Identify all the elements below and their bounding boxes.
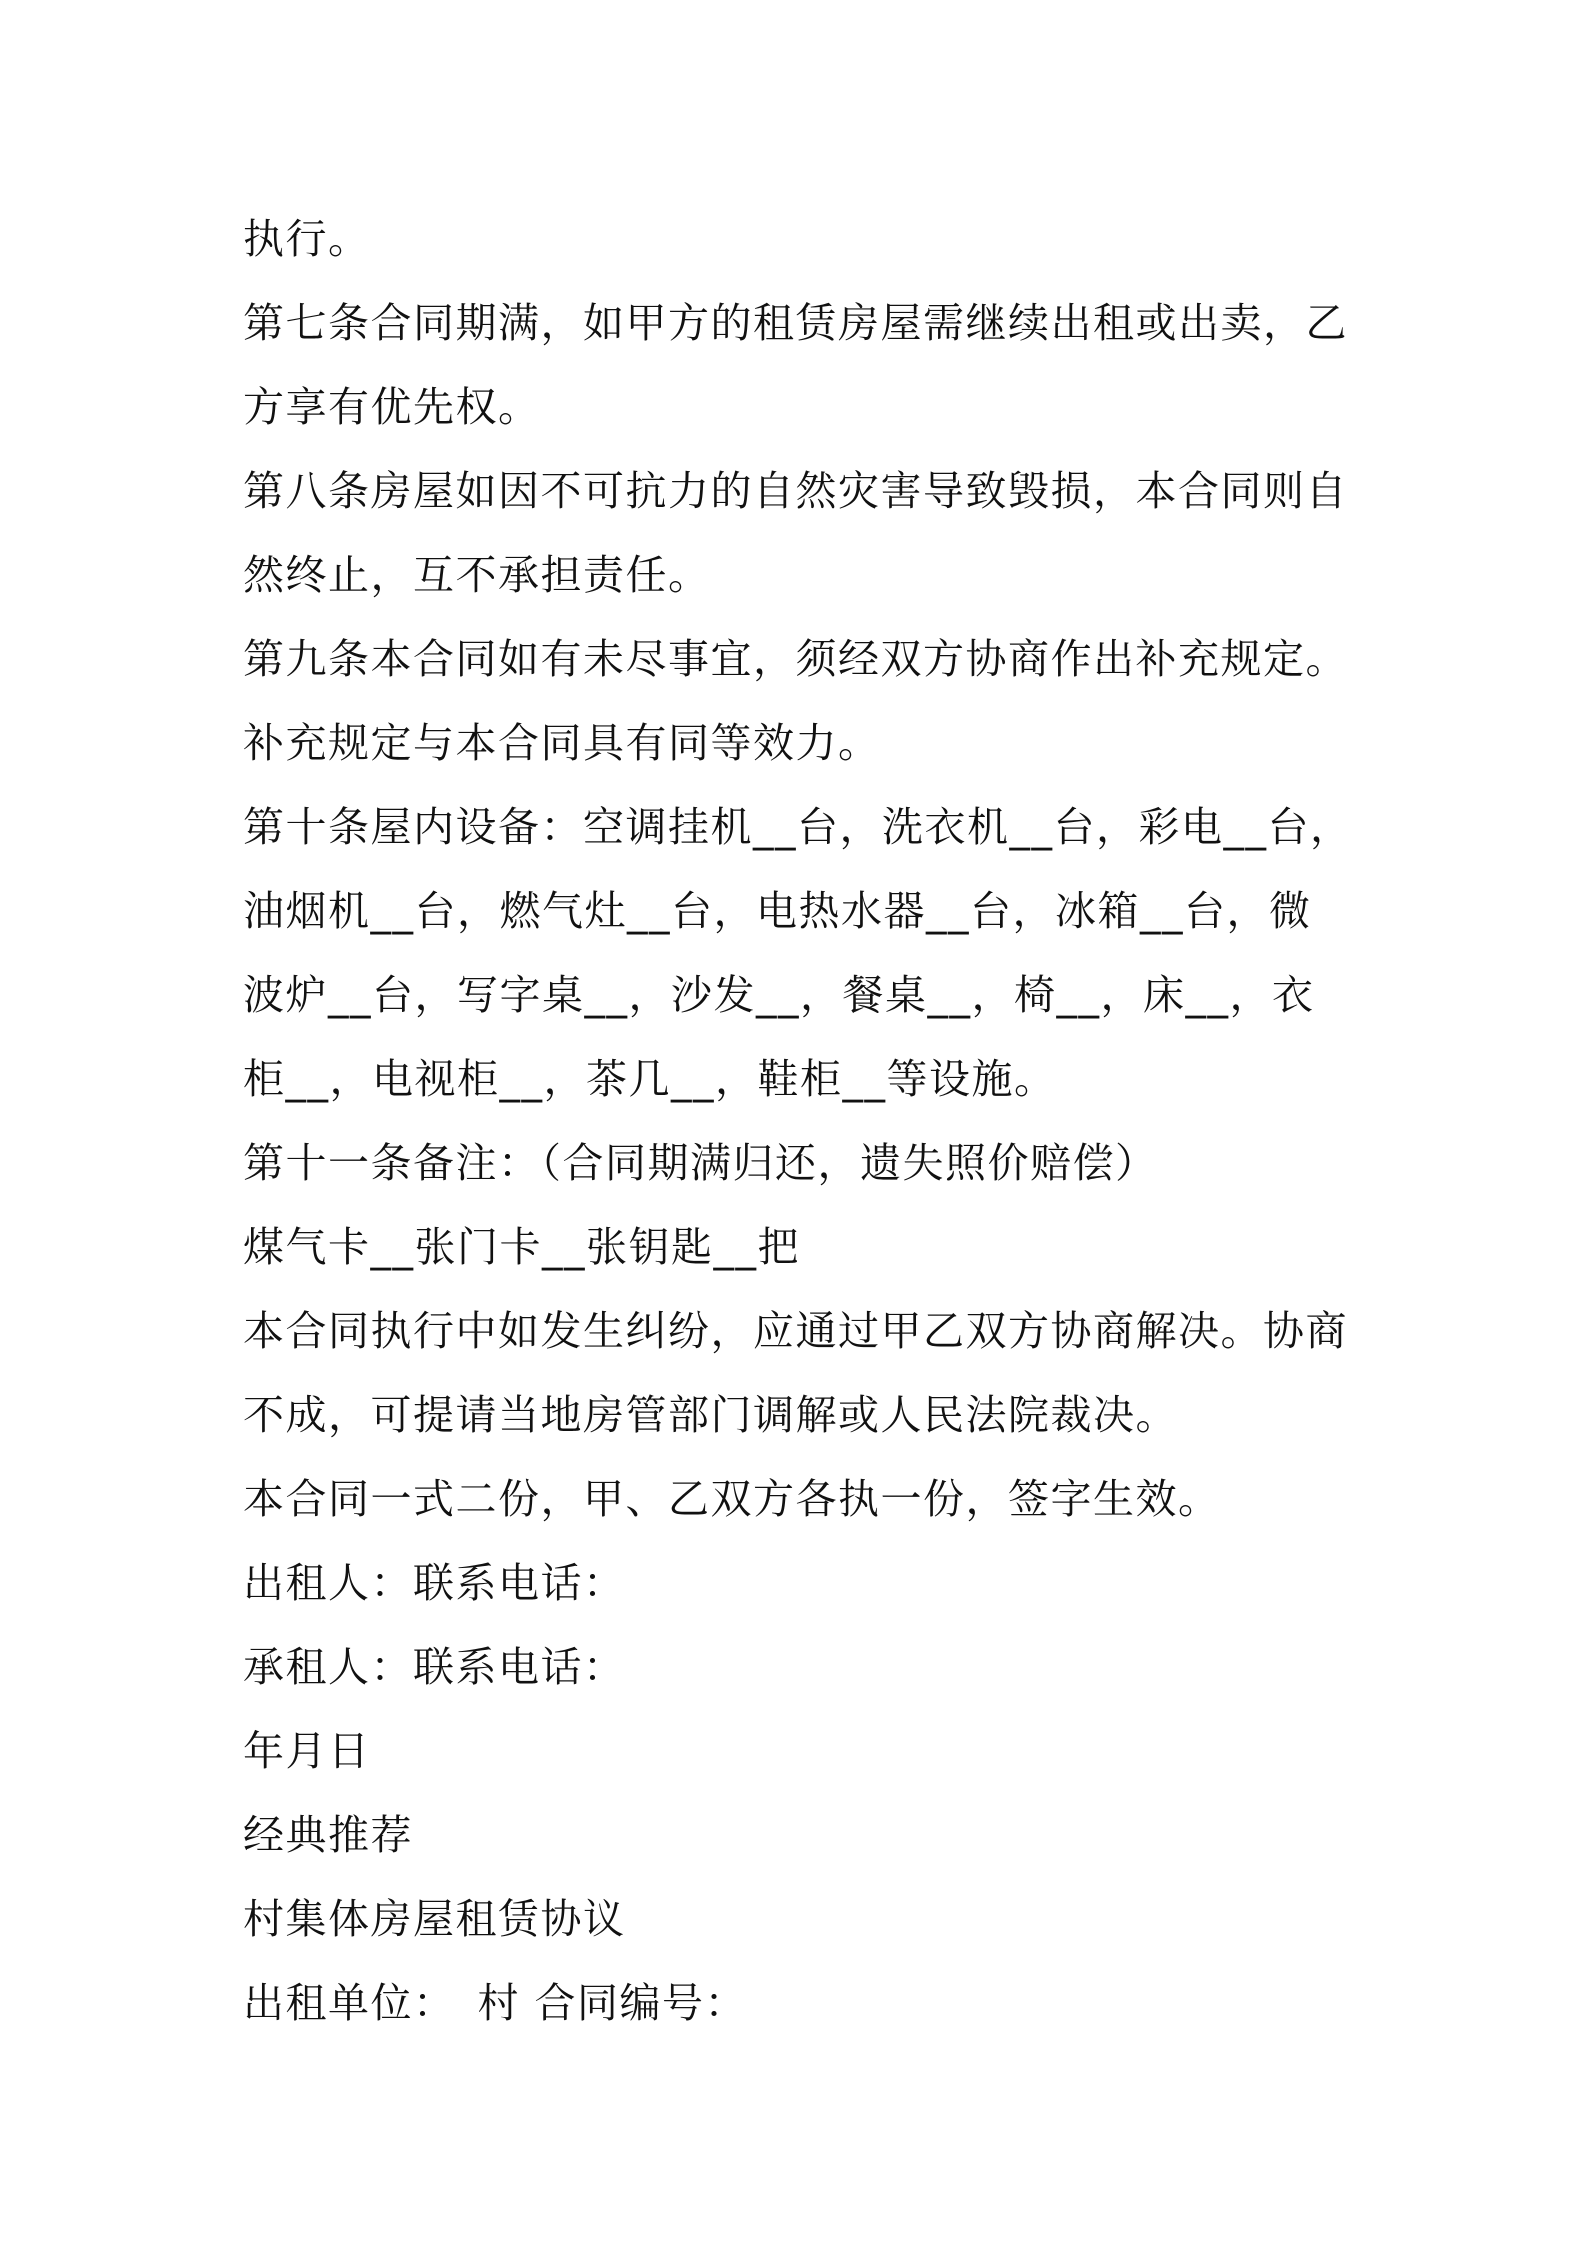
text-line: 承租人：联系电话： — [243, 1643, 626, 1691]
text-line: 经典推荐 — [243, 1811, 413, 1859]
text-line: 出租单位： 村 合同编号： — [243, 1979, 748, 2027]
text-line: 补充规定与本合同具有同等效力。 — [243, 719, 881, 767]
text-line: 煤气卡__张门卡__张钥匙__把 — [243, 1223, 800, 1271]
text-line: 波炉__台，写字桌__，沙发__，餐桌__，椅__，床__，衣 — [243, 971, 1315, 1019]
text-line: 柜__，电视柜__，茶几__，鞋柜__等设施。 — [243, 1055, 1057, 1103]
text-line: 出租人：联系电话： — [243, 1559, 626, 1607]
text-line: 本合同一式二份，甲、乙双方各执一份，签字生效。 — [243, 1475, 1221, 1523]
text-line: 第十一条备注：（合同期满归还，遗失照价赔偿） — [243, 1139, 1158, 1187]
text-line: 年月日 — [243, 1727, 371, 1775]
text-line: 执行。 — [243, 215, 371, 263]
text-line: 油烟机__台，燃气灶__台，电热水器__台，冰箱__台，微 — [243, 887, 1312, 935]
text-line: 不成，可提请当地房管部门调解或人民法院裁决。 — [243, 1391, 1178, 1439]
text-line: 第八条房屋如因不可抗力的自然灾害导致毁损，本合同则自 — [243, 467, 1348, 515]
text-line: 村集体房屋租赁协议 — [243, 1895, 626, 1943]
text-line: 第十条屋内设备：空调挂机__台，洗衣机__台，彩电__台， — [243, 803, 1353, 851]
text-line: 第九条本合同如有未尽事宜，须经双方协商作出补充规定。 — [243, 635, 1348, 683]
text-line: 本合同执行中如发生纠纷，应通过甲乙双方协商解决。协商 — [243, 1307, 1348, 1355]
text-line: 方享有优先权。 — [243, 383, 541, 431]
text-line: 然终止，互不承担责任。 — [243, 551, 711, 599]
document-body — [243, 197, 1363, 2045]
text-line: 第七条合同期满，如甲方的租赁房屋需继续出租或出卖，乙 — [243, 299, 1348, 347]
